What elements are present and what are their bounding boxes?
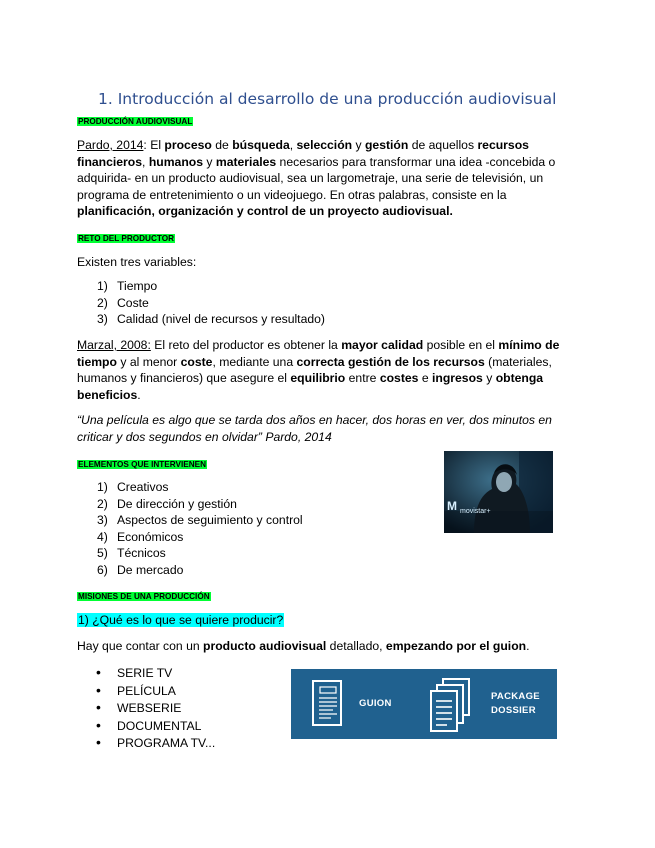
list-item: • PROGRAMA TV...	[96, 734, 216, 751]
script-icon	[311, 679, 347, 729]
package-label: PACKAGE	[491, 691, 540, 702]
list-item: 3) Aspectos de seguimiento y control	[97, 513, 303, 528]
citation-pardo: Pardo, 2014	[77, 138, 144, 152]
movistar-label: movistar+	[460, 508, 491, 515]
page-title: 1. Introducción al desarrollo de una producción audiovisual	[98, 90, 557, 108]
list-item: • SERIE TV	[96, 664, 173, 680]
citation-marzal: Marzal, 2008:	[77, 338, 151, 352]
highlight-label: PRODUCCIÓN AUDIOVISUAL	[78, 117, 193, 126]
video-thumbnail[interactable]	[444, 451, 553, 533]
variables-intro: Existen tres variables:	[77, 255, 197, 269]
highlight-label: ELEMENTOS QUE INTERVIENEN	[78, 460, 206, 469]
list-item: 2) De dirección y gestión	[97, 496, 237, 511]
list-item: • PELÍCULA	[96, 681, 176, 698]
paragraph-marzal: Marzal, 2008: El reto del productor es obtener la mayor calidad posible en el mínimo de tiempo y al menor coste, mediante una correcta gestión de los recursos (materiales, humanos y financieros) que asegure el equilibrio entre costes e ingresos y obtenga beneficios.	[77, 338, 560, 402]
section-label-reto	[77, 230, 175, 245]
elements-list	[97, 479, 303, 579]
question-heading	[77, 612, 284, 628]
list-item: 1) Creativos	[97, 480, 169, 494]
section-label-misiones	[77, 588, 211, 603]
list-item: • WEBSERIE	[96, 699, 182, 716]
list-item: • DOCUMENTAL	[96, 716, 202, 733]
list-item: 4) Económicos	[97, 529, 184, 544]
paragraph-produccion: Pardo, 2014: El proceso de búsqueda, selección y gestión de aquellos recursos financieros, humanos y materiales necesarios para transformar una idea -concebida o adquirida- en un producto audiovisual, sea un largometraje, una serie de televisión, un programa de entretenimiento o un videojuego. En otras palabras, consiste en la planificación, organización y control de un proyecto audiovisual.	[77, 138, 556, 218]
guion-label: GUION	[359, 698, 392, 709]
list-item: 3) Calidad (nivel de recursos y resultado)	[97, 312, 325, 327]
list-item: 2) Coste	[97, 295, 149, 310]
video-frame-image	[444, 451, 553, 533]
paragraph-guion: Hay que contar con un producto audiovisual detallado, empezando por el guion.	[77, 639, 530, 653]
list-item: 5) Técnicos	[97, 546, 166, 561]
list-item: 6) De mercado	[97, 562, 184, 577]
highlight-label: RETO DEL PRODUCTOR	[78, 234, 174, 243]
guion-package-banner	[291, 669, 557, 739]
highlight-label: MISIONES DE UNA PRODUCCIÓN	[78, 592, 210, 601]
documents-stack-icon	[429, 677, 475, 733]
quote-pardo: “Una película es algo que se tarda dos años en hacer, dos horas en ver, dos minutos en criticar y dos segundos en olvidar” Pardo, 2014	[77, 413, 552, 444]
section-label-produccion	[77, 113, 193, 128]
variables-list	[97, 278, 325, 328]
highlight-question: 1) ¿Qué es lo que se quiere producir?	[78, 613, 284, 627]
list-item: 1) Tiempo	[97, 279, 158, 293]
products-list	[96, 664, 215, 752]
movistar-logo: M	[447, 499, 457, 513]
dossier-label: DOSSIER	[491, 705, 536, 716]
section-label-elementos	[77, 456, 207, 471]
